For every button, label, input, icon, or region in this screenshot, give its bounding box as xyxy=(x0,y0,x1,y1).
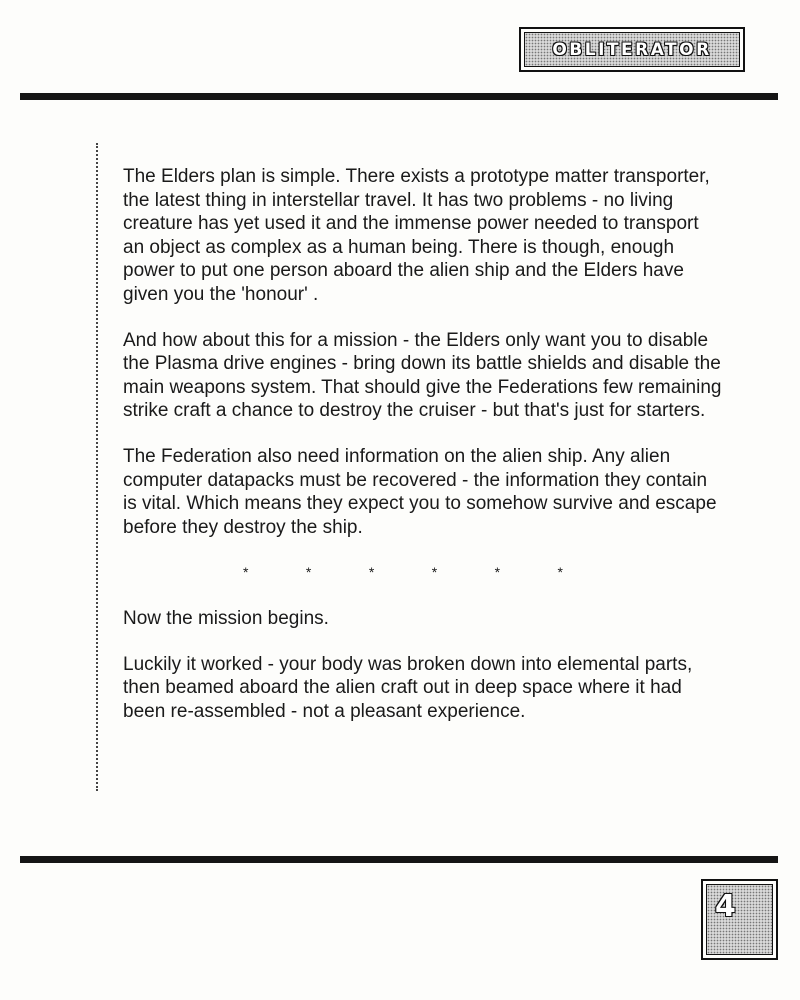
dotted-margin-line xyxy=(96,143,98,791)
paragraph: Now the mission begins. xyxy=(123,607,329,629)
paragraph: The Federation also need information on the alien ship. Any alien computer datapacks must be recovered - the information they contain is vital. Which means they expect you to somehow survive and escape before they destroy the ship. xyxy=(123,445,717,538)
section-divider xyxy=(243,561,563,585)
divider-star: * xyxy=(368,564,375,581)
page-number: 4 xyxy=(715,889,736,924)
bottom-rule xyxy=(20,856,778,863)
page-number-box xyxy=(701,879,778,960)
divider-star: * xyxy=(557,564,563,581)
divider-star: * xyxy=(305,564,312,581)
page-title: OBLITERATOR xyxy=(552,39,712,60)
top-rule xyxy=(20,93,778,100)
title-panel xyxy=(524,32,740,67)
paragraph: The Elders plan is simple. There exists a prototype matter transporter, the latest thing in interstellar travel. It has two problems - no living creature has yet used it and the immense power needed to transport an object as complex as a human being. There is though, enough power to put one person aboard the alien ship and the Elders have given you the 'honour' . xyxy=(123,166,710,305)
divider-star: * xyxy=(494,564,501,581)
divider-star: * xyxy=(243,564,249,581)
paragraph: And how about this for a mission - the Elders only want you to disable the Plasma drive engines - bring down its battle shields and disable the main weapons system. That should give the Federations few remaining strike craft a chance to destroy the cruiser - but that's just for starters. xyxy=(123,329,722,422)
title-box xyxy=(519,27,745,72)
paragraph: Luckily it worked - your body was broken down into elemental parts, then beamed aboard the alien craft out in deep space where it had been re-assembled - not a pleasant experience. xyxy=(123,653,693,722)
page-number-panel xyxy=(706,884,773,955)
body-text xyxy=(123,165,723,745)
divider-star: * xyxy=(431,564,438,581)
